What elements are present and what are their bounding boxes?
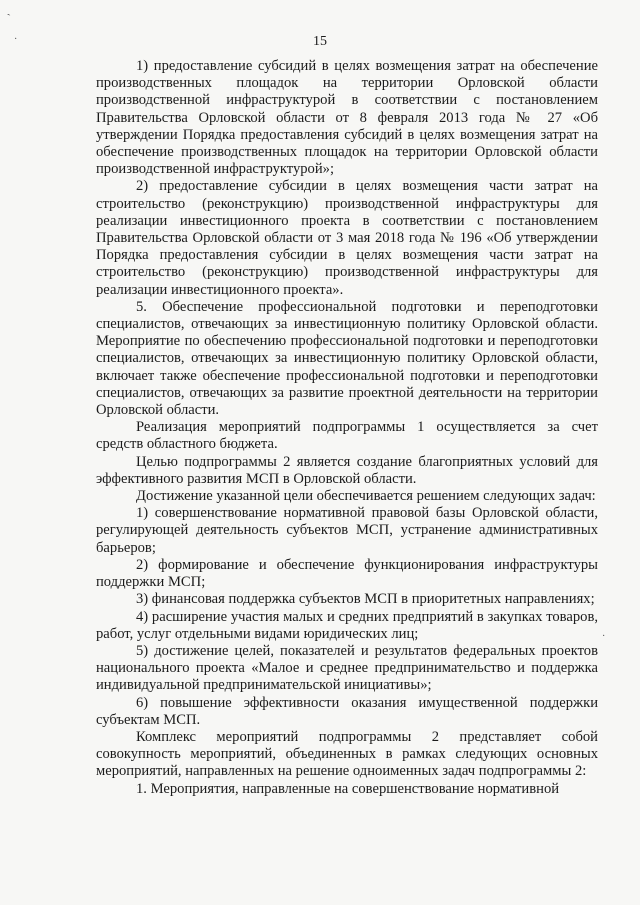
page-number: 15	[313, 34, 327, 49]
task-item-4: 4) расширение участия малых и средних предприятий в закупках товаров, работ, услуг отдельными видами юридических лиц;	[96, 608, 598, 642]
document-body	[96, 58, 598, 798]
task-item-6: 6) повышение эффективности оказания имущественной поддержки субъектам МСП.	[96, 694, 598, 728]
paragraph-goal: Целью подпрограммы 2 является создание благоприятных условий для эффективного развития МСП в Орловской области.	[96, 453, 598, 487]
paragraph-subsidy-1: 1) предоставление субсидий в целях возмещения затрат на обеспечение производственных площадок на территории Орловской области производственной инфраструктурой в соответствии с постановлением Правительства Орловской области от 8 февраля 2013 года № 27 «Об утверждении Порядка предоставления субсидий в целях возмещения затрат на обеспечение производственных площадок на территории Орловской области производственной инфраструктурой»;	[96, 58, 598, 178]
scan-speck: ˋ	[5, 10, 15, 26]
paragraph-measures-1: 1. Мероприятия, направленные на совершенствование нормативной	[136, 780, 560, 797]
paragraph-funding: Реализация мероприятий подпрограммы 1 осуществляется за счет средств областного бюджета.	[96, 419, 598, 453]
scan-speck: ·	[14, 34, 18, 45]
scan-speck: ·	[602, 631, 606, 642]
task-item-2: 2) формирование и обеспечение функционирования инфраструктуры поддержки МСП;	[96, 556, 598, 591]
task-item-5: 5) достижение целей, показателей и результатов федеральных проектов национального проекта «Малое и среднее предпринимательство и поддержка индивидуальной предпринимательской инициативы»;	[96, 642, 598, 694]
paragraph-training: 5. Обеспечение профессиональной подготовки и переподготовки специалистов, отвечающих за инвестиционную политику Орловской области. Мероприятие по обеспечению профессиональной подготовки и переподготовки специалистов, отвечающих за инвестиционную политику Орловской области, включает также обеспечение профессиональной подготовки и переподготовки специалистов, отвечающих за развитие проектной деятельности на территории Орловской области.	[96, 298, 598, 419]
task-item-3: 3) финансовая поддержка субъектов МСП в приоритетных направлениях;	[136, 591, 595, 608]
task-item-1: 1) совершенствование нормативной правовой базы Орловской области, регулирующей деятельность субъектов МСП, устранение административных барьеров;	[96, 505, 598, 556]
paragraph-subsidy-2: 2) предоставление субсидии в целях возмещения части затрат на строительство (реконструкцию) производственной инфраструктуры для реализации инвестиционного проекта в соответствии с постановлением Правительства Орловской области от 3 мая 2018 года № 196 «Об утверждении Порядка предоставления субсидии в целях возмещения части затрат на строительство (реконструкцию) производственной инфраструктуры для реализации инвестиционного проекта».	[96, 178, 598, 298]
paragraph-complex: Комплекс мероприятий подпрограммы 2 представляет собой совокупность мероприятий, объединенных в рамках следующих основных мероприятий, направленных на решение одноименных задач подпрограммы 2:	[96, 728, 598, 780]
paragraph-tasks-intro: Достижение указанной цели обеспечивается решением следующих задач:	[136, 488, 596, 505]
